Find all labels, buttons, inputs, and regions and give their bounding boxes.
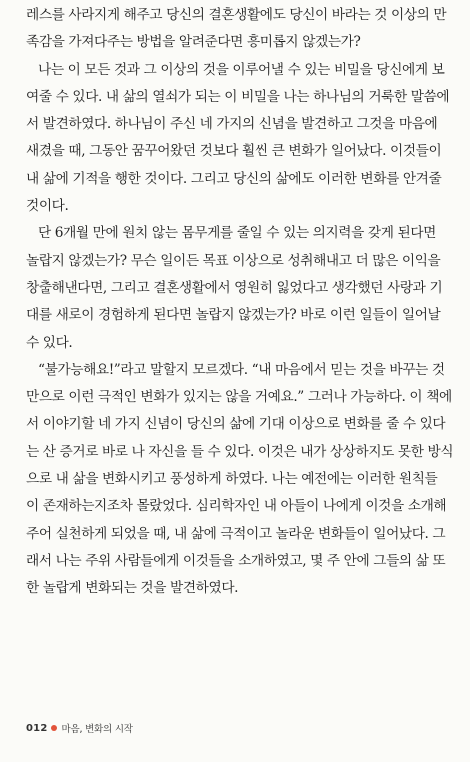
paragraph: [26, 2, 454, 57]
text-line: “불가능해요!”라고 말할지 모르겠다. “내 마음에서 믿는 것을 바꾸는 것: [38, 361, 445, 378]
text-line: 여줄 수 있다. 내 삶의 열쇠가 되는 이 비밀을 나는 하나님의 거룩한 말씀에: [26, 88, 450, 105]
text-line: 서 발견하였다. 하나님이 주신 네 가지의 신념을 발견하고 그것을 마음에: [26, 116, 438, 133]
text-line: 족감을 가져다주는 방법을 알려준다면 흥미롭지 않겠는가?: [26, 34, 361, 51]
paragraph: [26, 57, 454, 221]
text-line: 만으로 이런 극적인 변화가 있지는 않을 거예요.” 그러나 가능하다. 이 책에: [26, 389, 452, 406]
text-line: 내 삶에 기적을 행한 것이다. 그리고 당신의 삶에도 이러한 변화를 안겨줄: [26, 170, 442, 187]
text-line: 놀랍지 않겠는가? 무슨 일이든 목표 이상으로 성취해내고 더 많은 이익을: [26, 252, 441, 269]
text-line: 나는 이 모든 것과 그 이상의 것을 이루어낼 수 있는 비밀을 당신에게 보: [38, 61, 445, 78]
text-line: 한 놀랍게 변화되는 것을 발견하였다.: [26, 580, 239, 597]
text-line: 서 이야기할 네 가지 신념이 당신의 삶에 기대 이상으로 변화를 줄 수 있다: [26, 416, 446, 433]
paragraph: [26, 220, 454, 356]
paragraph: [26, 357, 454, 603]
text-line: 수 있다.: [26, 334, 73, 351]
text-line: 레스를 사라지게 해주고 당신의 결혼생활에도 당신이 바라는 것 이상의 만: [26, 7, 447, 23]
text-line: 래서 나는 주위 사람들에게 이것들을 소개하였고, 몇 주 안에 그들의 삶 또: [26, 552, 446, 569]
page-footer: [26, 720, 133, 736]
page-number: 012: [26, 722, 48, 734]
text-line: 단 6개월 만에 원치 않는 몸무게를 줄일 수 있는 의지력을 갖게 된다면: [38, 225, 436, 242]
text-line: 이 존재하는지조차 몰랐었다. 심리학자인 내 아들이 나에게 이것을 소개해: [26, 498, 447, 515]
chapter-title: 마음, 변화의 시작: [61, 724, 133, 735]
text-line: 창출해낸다면, 그리고 결혼생활에서 영원히 잃었다고 생각했던 사랑과 기: [26, 279, 443, 296]
text-line: 대를 새로이 경험하게 된다면 놀랍지 않겠는가? 바로 이런 일들이 일어날: [26, 307, 441, 324]
body-text: [26, 2, 454, 603]
text-line: 새겼을 때, 그동안 꿈꾸어왔던 것보다 훨씬 큰 변화가 일어났다. 이것들이: [26, 143, 442, 160]
text-line: 으로 내 삶을 변화시키고 풍성하게 하였다. 나는 예전에는 이러한 원칙들: [26, 471, 438, 488]
bullet-dot-icon: [51, 725, 57, 731]
text-line: 것이다.: [26, 198, 69, 215]
text-line: 주어 실천하게 되었을 때, 내 삶에 극적이고 놀라운 변화들이 일어났다. 그: [26, 525, 446, 542]
text-line: 는 산 증거로 바로 나 자신을 들 수 있다. 이것은 내가 상상하지도 못한 방식: [26, 443, 454, 460]
